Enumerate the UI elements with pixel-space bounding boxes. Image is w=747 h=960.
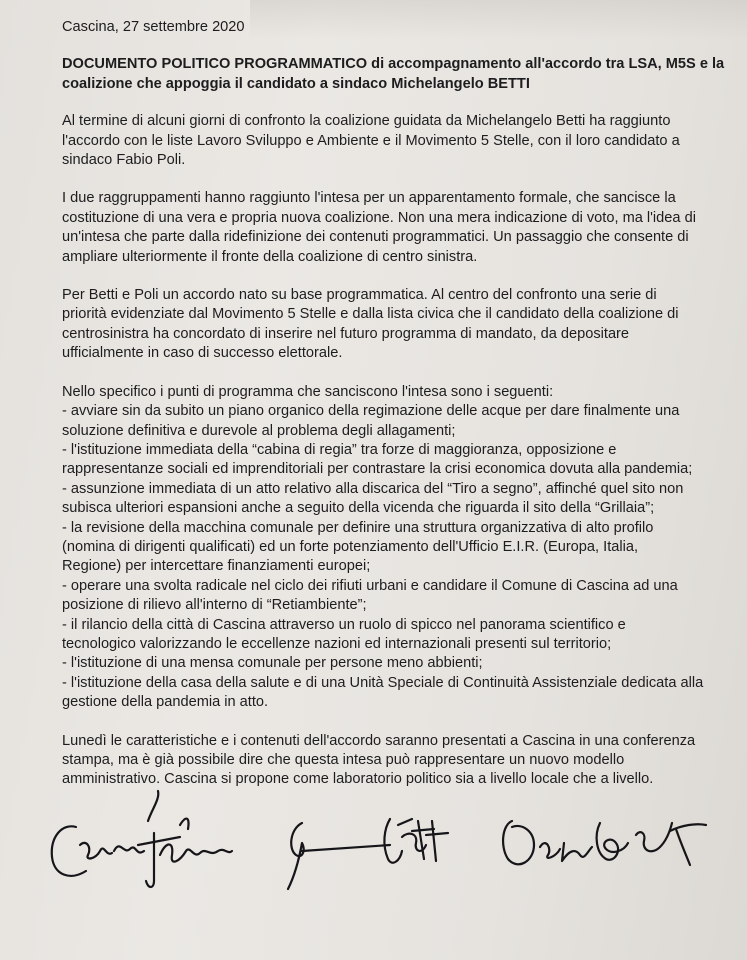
signatures-area: [40, 785, 720, 895]
list-item-line: - l'istituzione della casa della salute e di una Unità Speciale di Continuità Assistenziale dedicata alla: [62, 674, 704, 691]
text-line: ufficialmente in caso di successo elettorale.: [62, 345, 343, 362]
list-item-line: - l'istituzione di una mensa comunale per persone meno abbienti;: [62, 655, 483, 672]
text-line: l'accordo con le liste Lavoro Sviluppo e Ambiente e il Movimento 5 Stelle, con il loro candidato a: [62, 132, 680, 149]
signature-1: [52, 791, 232, 887]
paragraph-coalition: [62, 189, 732, 267]
paragraph-priorities: [62, 286, 732, 364]
text-line: Lunedì le caratteristiche e i contenuti dell'accordo saranno presentati a Cascina in una conferenza: [62, 732, 696, 749]
list-item-line: - assunzione immediata di un atto relativo alla discarica del “Tiro a segno”, affinché quel sito non: [62, 480, 684, 497]
text-line: Per Betti e Poli un accordo nato su base programmatica. Al centro del confronto una serie di: [62, 287, 657, 304]
text-line: centrosinistra ha concordato di inserire nel futuro programma di mandato, da depositare: [62, 325, 630, 342]
text-line: Al termine di alcuni giorni di confronto la coalizione guidata da Michelangelo Betti ha raggiunto: [62, 113, 671, 130]
list-item-line: - avviare sin da subito un piano organico della regimazione delle acque per dare finalmente una: [62, 403, 680, 420]
text-line: priorità evidenziate dal Movimento 5 Stelle e dalla lista civica che il candidato della coalizione di: [62, 306, 679, 323]
paragraph-program-points: [62, 383, 732, 713]
text-line: amministrativo. Cascina si propone come laboratorio politico sia a livello locale che a livello.: [62, 771, 654, 788]
document-heading: [62, 55, 732, 94]
list-item-line: subisca ulteriori espansioni anche a seguito della vicenda che riguarda il sito della “Grillaia”;: [62, 500, 655, 517]
paragraph-agreement: [62, 112, 732, 170]
text-line: I due raggruppamenti hanno raggiunto l'intesa per un apparentamento formale, che sancisce la: [62, 190, 676, 207]
signature-2: [288, 819, 448, 889]
text-line: costituzione di una vera e propria nuova coalizione. Non una mera indicazione di voto, ma l'idea di: [62, 209, 696, 226]
list-item-line: - l'istituzione immediata della “cabina di regia” tra forze di maggioranza, opposizione e: [62, 441, 617, 458]
paragraph-press-conference: [62, 732, 732, 790]
list-item-line: (nomina di dirigenti qualificati) ed un forte potenziamento dell'Ufficio E.I.R. (Europa, Italia,: [62, 538, 639, 555]
text-line: un'intesa che parte dalla ridefinizione dei contenuti programmatici. Un passaggio che consente di: [62, 229, 689, 246]
heading-line: DOCUMENTO POLITICO PROGRAMMATICO di accompagnamento all'accordo tra LSA, M5S e la: [62, 56, 725, 73]
text-line: Nello specifico i punti di programma che sanciscono l'intesa sono i seguenti:: [62, 383, 554, 400]
text-line: sindaco Fabio Poli.: [62, 152, 186, 169]
heading-line: coalizione che appoggia il candidato a sindaco Michelangelo BETTI: [62, 75, 530, 92]
document-body: [62, 18, 732, 809]
text-line: stampa, ma è già possibile dire che questa intesa può rappresentare un nuovo modello: [62, 752, 625, 768]
list-item-line: tecnologico valorizzando le eccellenze nazioni ed internazionali presenti sul territorio;: [62, 635, 612, 652]
signatures-svg: [40, 785, 720, 895]
list-item-line: Regione) per intercettare finanziamenti europei;: [62, 558, 371, 575]
list-item-line: rappresentanze sociali ed imprenditoriali per contrastare la crisi economica dovuta alla pandemia;: [62, 461, 693, 478]
document-date: Cascina, 27 settembre 2020: [62, 19, 245, 35]
text-line: ampliare ulteriormente il fronte della coalizione di centro sinistra.: [62, 248, 478, 265]
list-item-line: gestione della pandemia in atto.: [62, 694, 269, 711]
list-item-line: - operare una svolta radicale nel ciclo dei rifiuti urbani e candidare il Comune di Cascina ad una: [62, 577, 678, 594]
list-item-line: posizione di rilievo all'interno di “Retiambiente”;: [62, 597, 367, 614]
signature-3: [503, 821, 706, 865]
list-item-line: - il rilancio della città di Cascina attraverso un ruolo di spicco nel panorama scientifico e: [62, 616, 626, 633]
list-item-line: - la revisione della macchina comunale per definire una struttura organizzativa di alto profilo: [62, 519, 654, 536]
list-item-line: soluzione definitiva e durevole al problema degli allagamenti;: [62, 422, 456, 439]
